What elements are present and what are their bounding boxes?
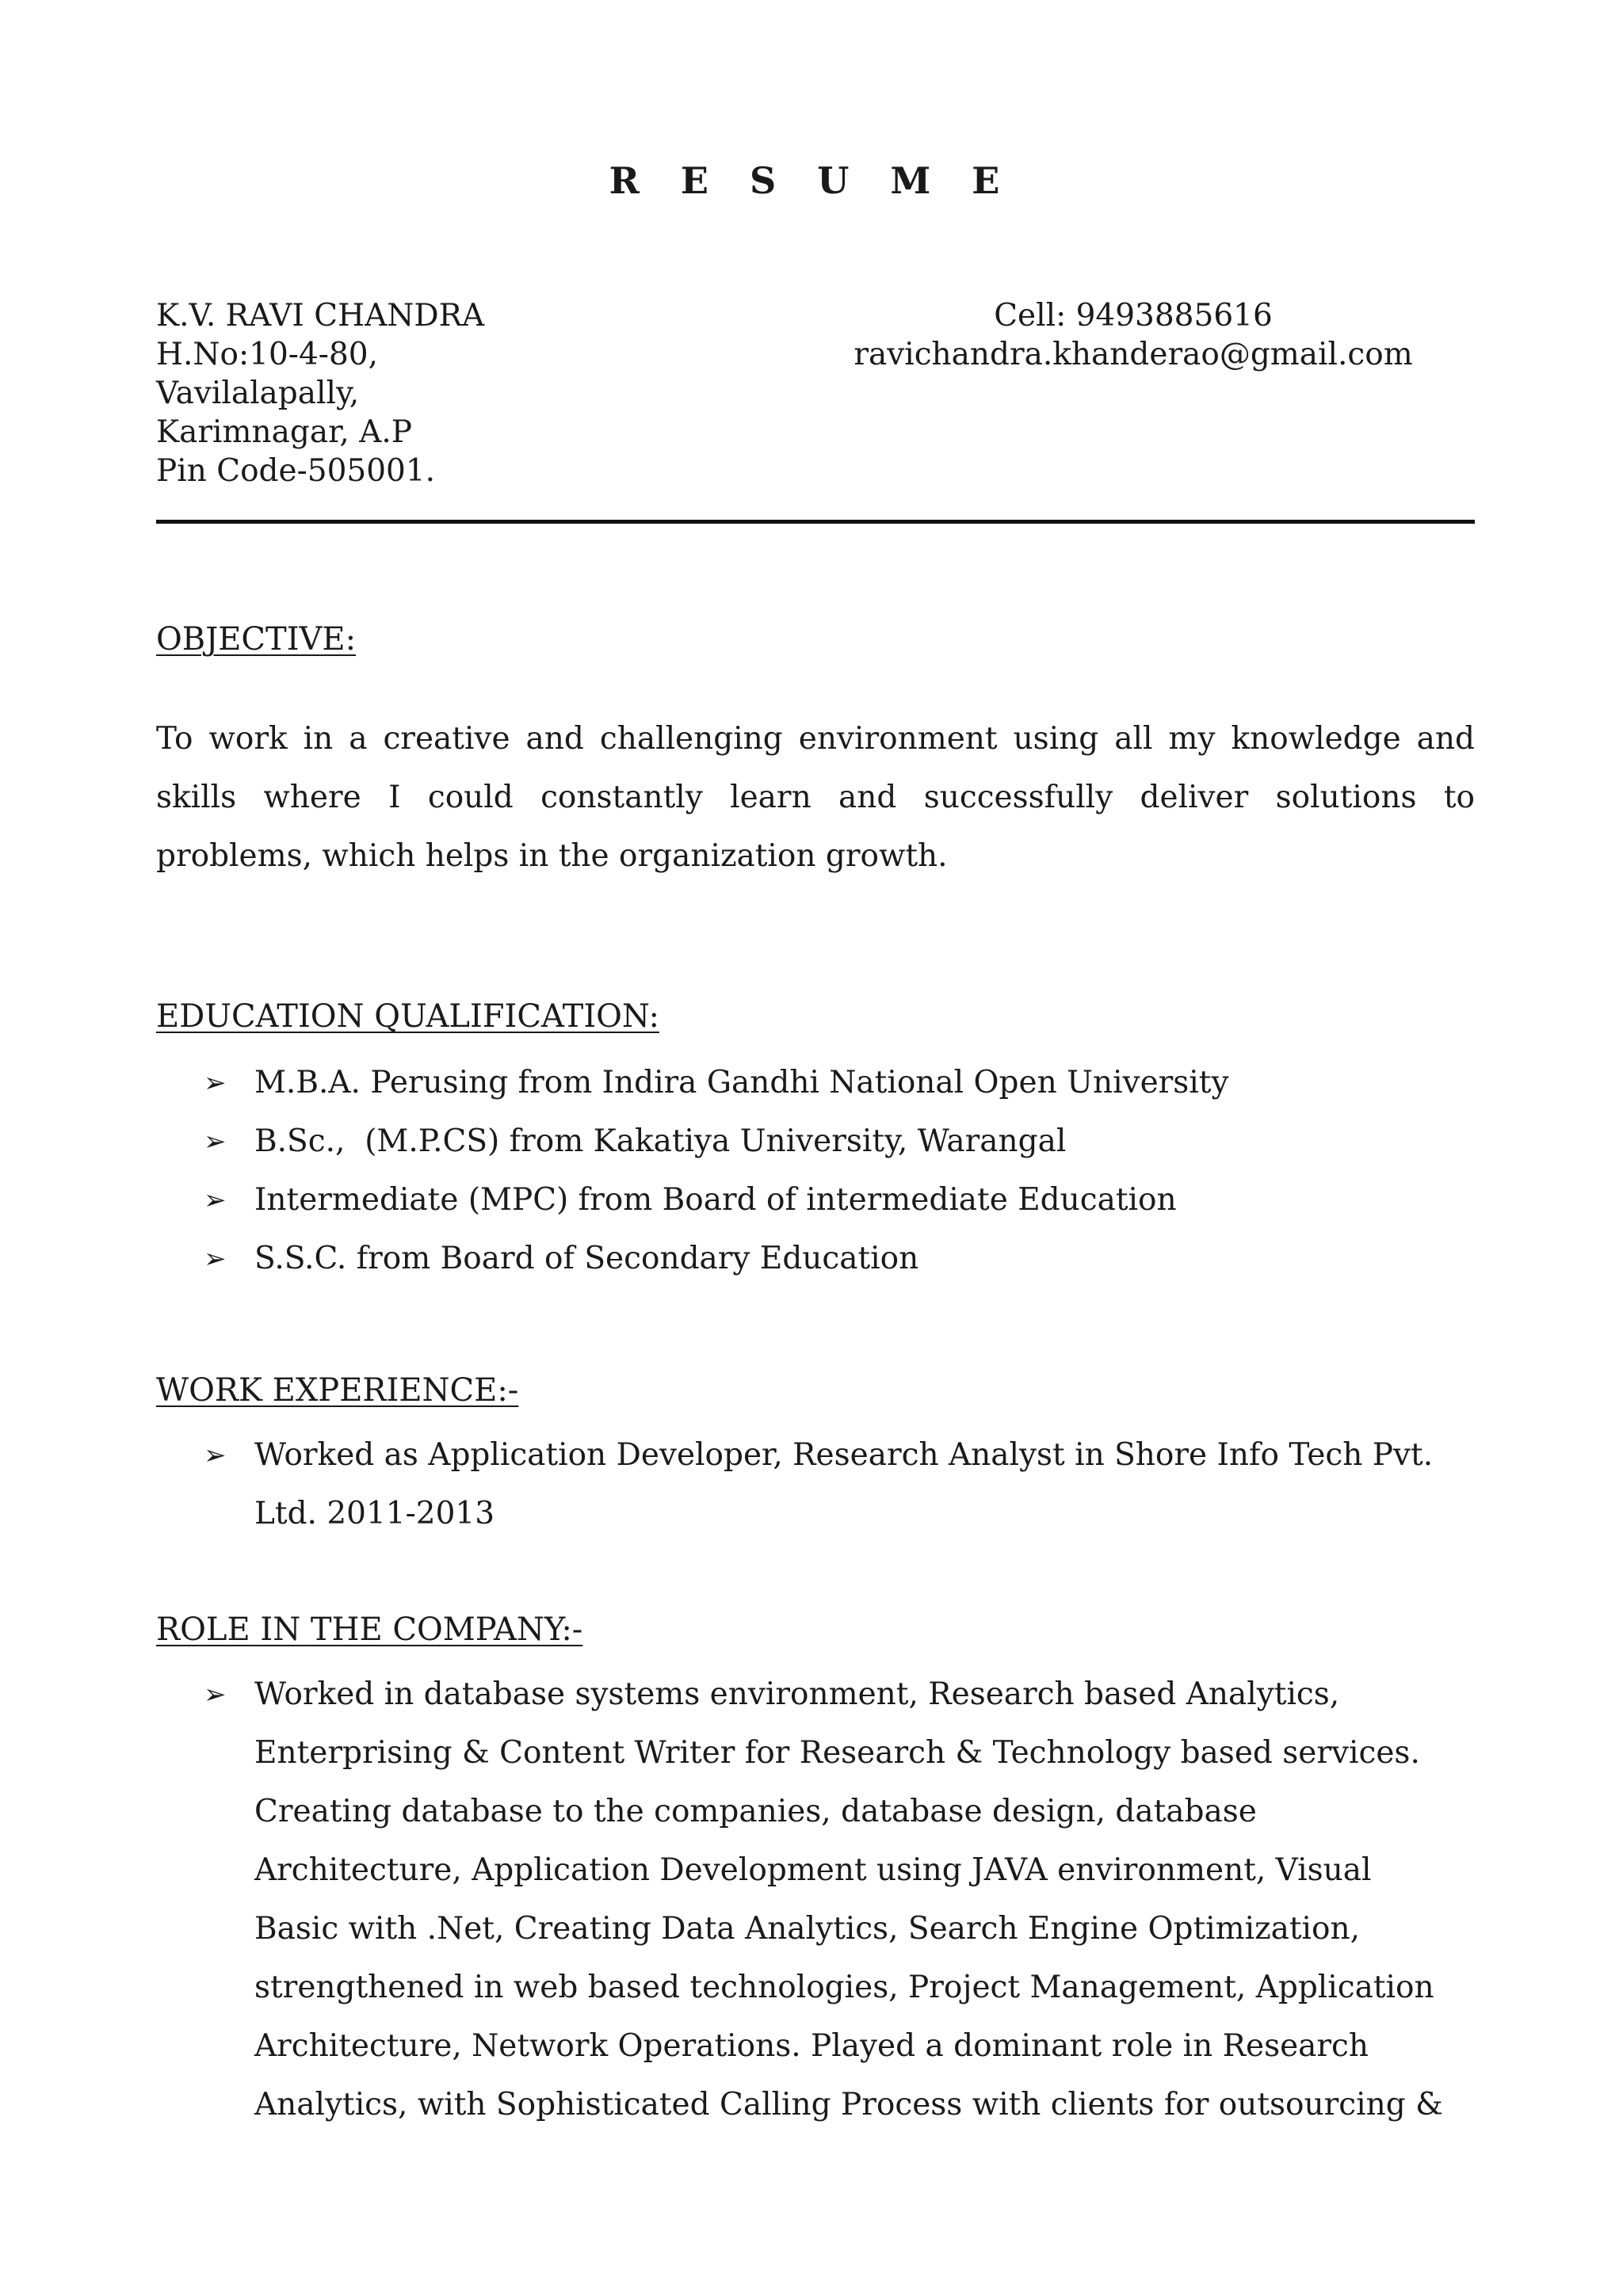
email-address: ravichandra.khanderao@gmail.com: [854, 337, 1413, 372]
work-experience-list: [156, 1426, 1475, 1543]
work-experience-heading: WORK EXPERIENCE:-: [156, 1372, 519, 1409]
candidate-name: K.V. RAVI CHANDRA: [156, 298, 485, 334]
list-item: ➢ Worked in database systems environment, Research based Analytics, Enterprising & Content Writer for Research & Technology based services. Creating database to the companies, database design, database Architecture, Application Development using JAVA environment, Visual Basic with .Net, Creating Data Analytics, Search Engine Optimization, strengthened in web based technologies, Project Management, Application Architecture, Network Operations. Played a dominant role in Research Analytics, with Sophisticated Calling Process with clients for outsourcing &: [156, 1665, 1475, 2134]
address-line: Pin Code-505001.: [156, 453, 436, 489]
contact-address-block: [156, 296, 484, 490]
list-item: ➢ Intermediate (MPC) from Board of intermediate Education: [156, 1171, 1475, 1230]
education-list: [156, 1054, 1475, 1288]
list-item: ➢ B.Sc., (M.P.CS) from Kakatiya University, Warangal: [156, 1112, 1475, 1171]
objective-heading: OBJECTIVE:: [156, 621, 357, 658]
arrowhead-bullet-icon: ➢: [204, 1184, 227, 1216]
list-item: ➢ M.B.A. Perusing from Indira Gandhi National Open University: [156, 1054, 1475, 1112]
phone-number: Cell: 9493885616: [994, 298, 1273, 334]
objective-line: skills where I could constantly learn and successfully deliver solutions to: [156, 780, 1475, 815]
list-item: ➢ S.S.C. from Board of Secondary Education: [156, 1230, 1475, 1288]
arrowhead-bullet-icon: ➢: [204, 1126, 227, 1158]
objective-line: To work in a creative and challenging environment using all my knowledge and: [156, 721, 1475, 757]
header-divider: [156, 520, 1475, 524]
arrowhead-bullet-icon: ➢: [204, 1679, 227, 1711]
contact-phone-email-block: [792, 296, 1474, 374]
role-heading: ROLE IN THE COMPANY:-: [156, 1611, 583, 1648]
list-item: ➢ Worked as Application Developer, Research Analyst in Shore Info Tech Pvt. Ltd. 2011-2013: [156, 1426, 1475, 1543]
education-heading: EDUCATION QUALIFICATION:: [156, 998, 659, 1035]
address-line: Karimnagar, A.P: [156, 414, 413, 450]
objective-paragraph: [156, 710, 1475, 886]
address-line: H.No:10-4-80,: [156, 337, 378, 372]
address-line: Vavilalapally,: [156, 376, 360, 411]
arrowhead-bullet-icon: ➢: [204, 1243, 227, 1275]
page-title: R E S U M E: [609, 159, 1014, 202]
objective-line: problems, which helps in the organization growth.: [156, 838, 948, 874]
role-list: [156, 1665, 1475, 2134]
arrowhead-bullet-icon: ➢: [204, 1067, 227, 1099]
arrowhead-bullet-icon: ➢: [204, 1440, 227, 1471]
